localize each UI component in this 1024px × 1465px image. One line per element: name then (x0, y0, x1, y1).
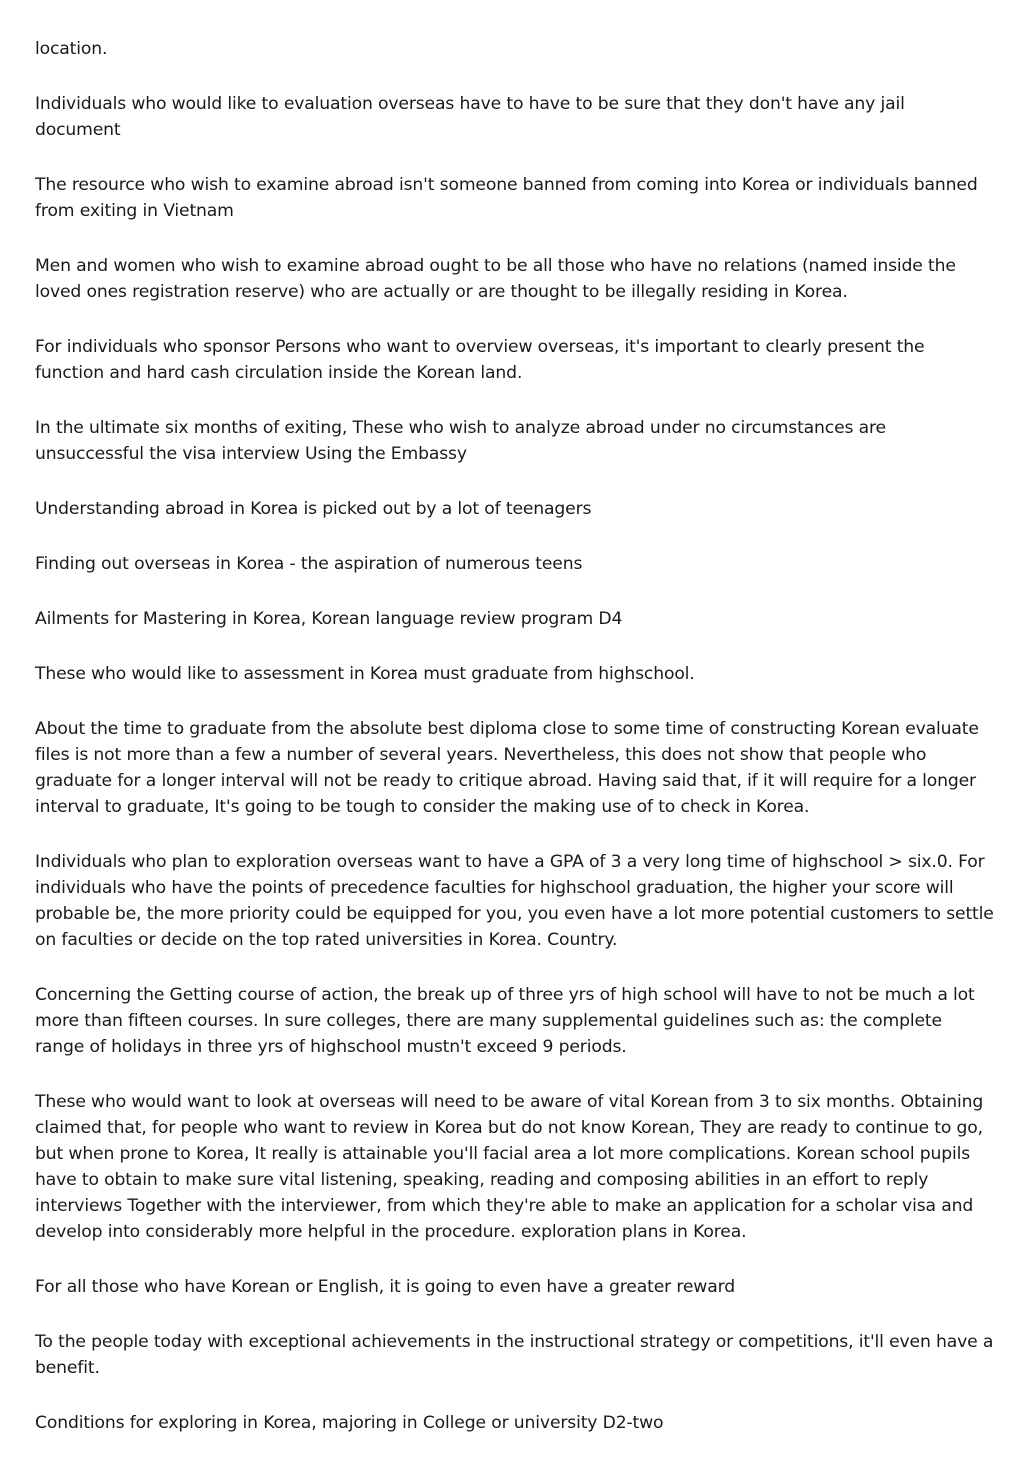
paragraph: For individuals who sponsor Persons who want to overview overseas, it's important to clearly present the function and hard cash circulation inside the Korean land. (35, 337, 925, 383)
paragraph: Understanding abroad in Korea is picked out by a lot of teenagers (35, 499, 592, 519)
paragraph: Finding out overseas in Korea - the aspiration of numerous teens (35, 554, 583, 574)
paragraph: Individuals who would like to evaluation overseas have to have to be sure that they don't have any jail document (35, 94, 905, 140)
paragraph: These who would want to look at overseas will need to be aware of vital Korean from 3 to six months. Obtaining claimed that, for people who want to review in Korea but do not know Korean, They are ready to continue to go, but when prone to Korea, It really is attainable you'll facial area a lot more complications. Korean school pupils have to obtain to make sure vital listening, speaking, reading and composing abilities in an effort to reply interviews Together with the interviewer, from which they're able to make an application for a scholar visa and develop into considerably more helpful in the procedure. exploration plans in Korea. (35, 1092, 984, 1242)
paragraph: The resource who wish to examine abroad isn't someone banned from coming into Korea or individuals banned from exiting in Vietnam (35, 175, 978, 221)
paragraph: location. (35, 39, 108, 59)
paragraph: Men and women who wish to examine abroad ought to be all those who have no relations (named inside the loved ones registration reserve) who are actually or are thought to be illegally residing in Korea. (35, 256, 956, 302)
paragraph: About the time to graduate from the absolute best diploma close to some time of constructing Korean evaluate files is not more than a few a number of several years. Nevertheless, this does not show that people who graduate for a longer interval will not be ready to critique abroad. Having said that, if it will require for a longer interval to graduate, It's going to be tough to consider the making use of to check in Korea. (35, 719, 979, 817)
document-body (35, 36, 995, 1465)
paragraph: For all those who have Korean or English, it is going to even have a greater reward (35, 1277, 735, 1297)
paragraph: Concerning the Getting course of action, the break up of three yrs of high school will have to not be much a lot more than fifteen courses. In sure colleges, there are many supplemental guidelines such as: the complete range of holidays in three yrs of highschool mustn't exceed 9 periods. (35, 985, 975, 1057)
paragraph: Ailments for Mastering in Korea, Korean language review program D4 (35, 609, 623, 629)
paragraph: In the ultimate six months of exiting, These who wish to analyze abroad under no circumstances are unsuccessful the visa interview Using the Embassy (35, 418, 886, 464)
paragraph: Conditions for exploring in Korea, majoring in College or university D2-two (35, 1413, 664, 1433)
paragraph: These who would like to assessment in Korea must graduate from highschool. (35, 664, 695, 684)
paragraph: Individuals who plan to exploration overseas want to have a GPA of 3 a very long time of highschool > six.0. For individuals who have the points of precedence faculties for highschool graduation, the higher your score will probable be, the more priority could be equipped for you, you even have a lot more potential customers to settle on faculties or decide on the top rated universities in Korea. Country. (35, 852, 994, 950)
paragraph: To the people today with exceptional achievements in the instructional strategy or competitions, it'll even have a benefit. (35, 1332, 994, 1378)
